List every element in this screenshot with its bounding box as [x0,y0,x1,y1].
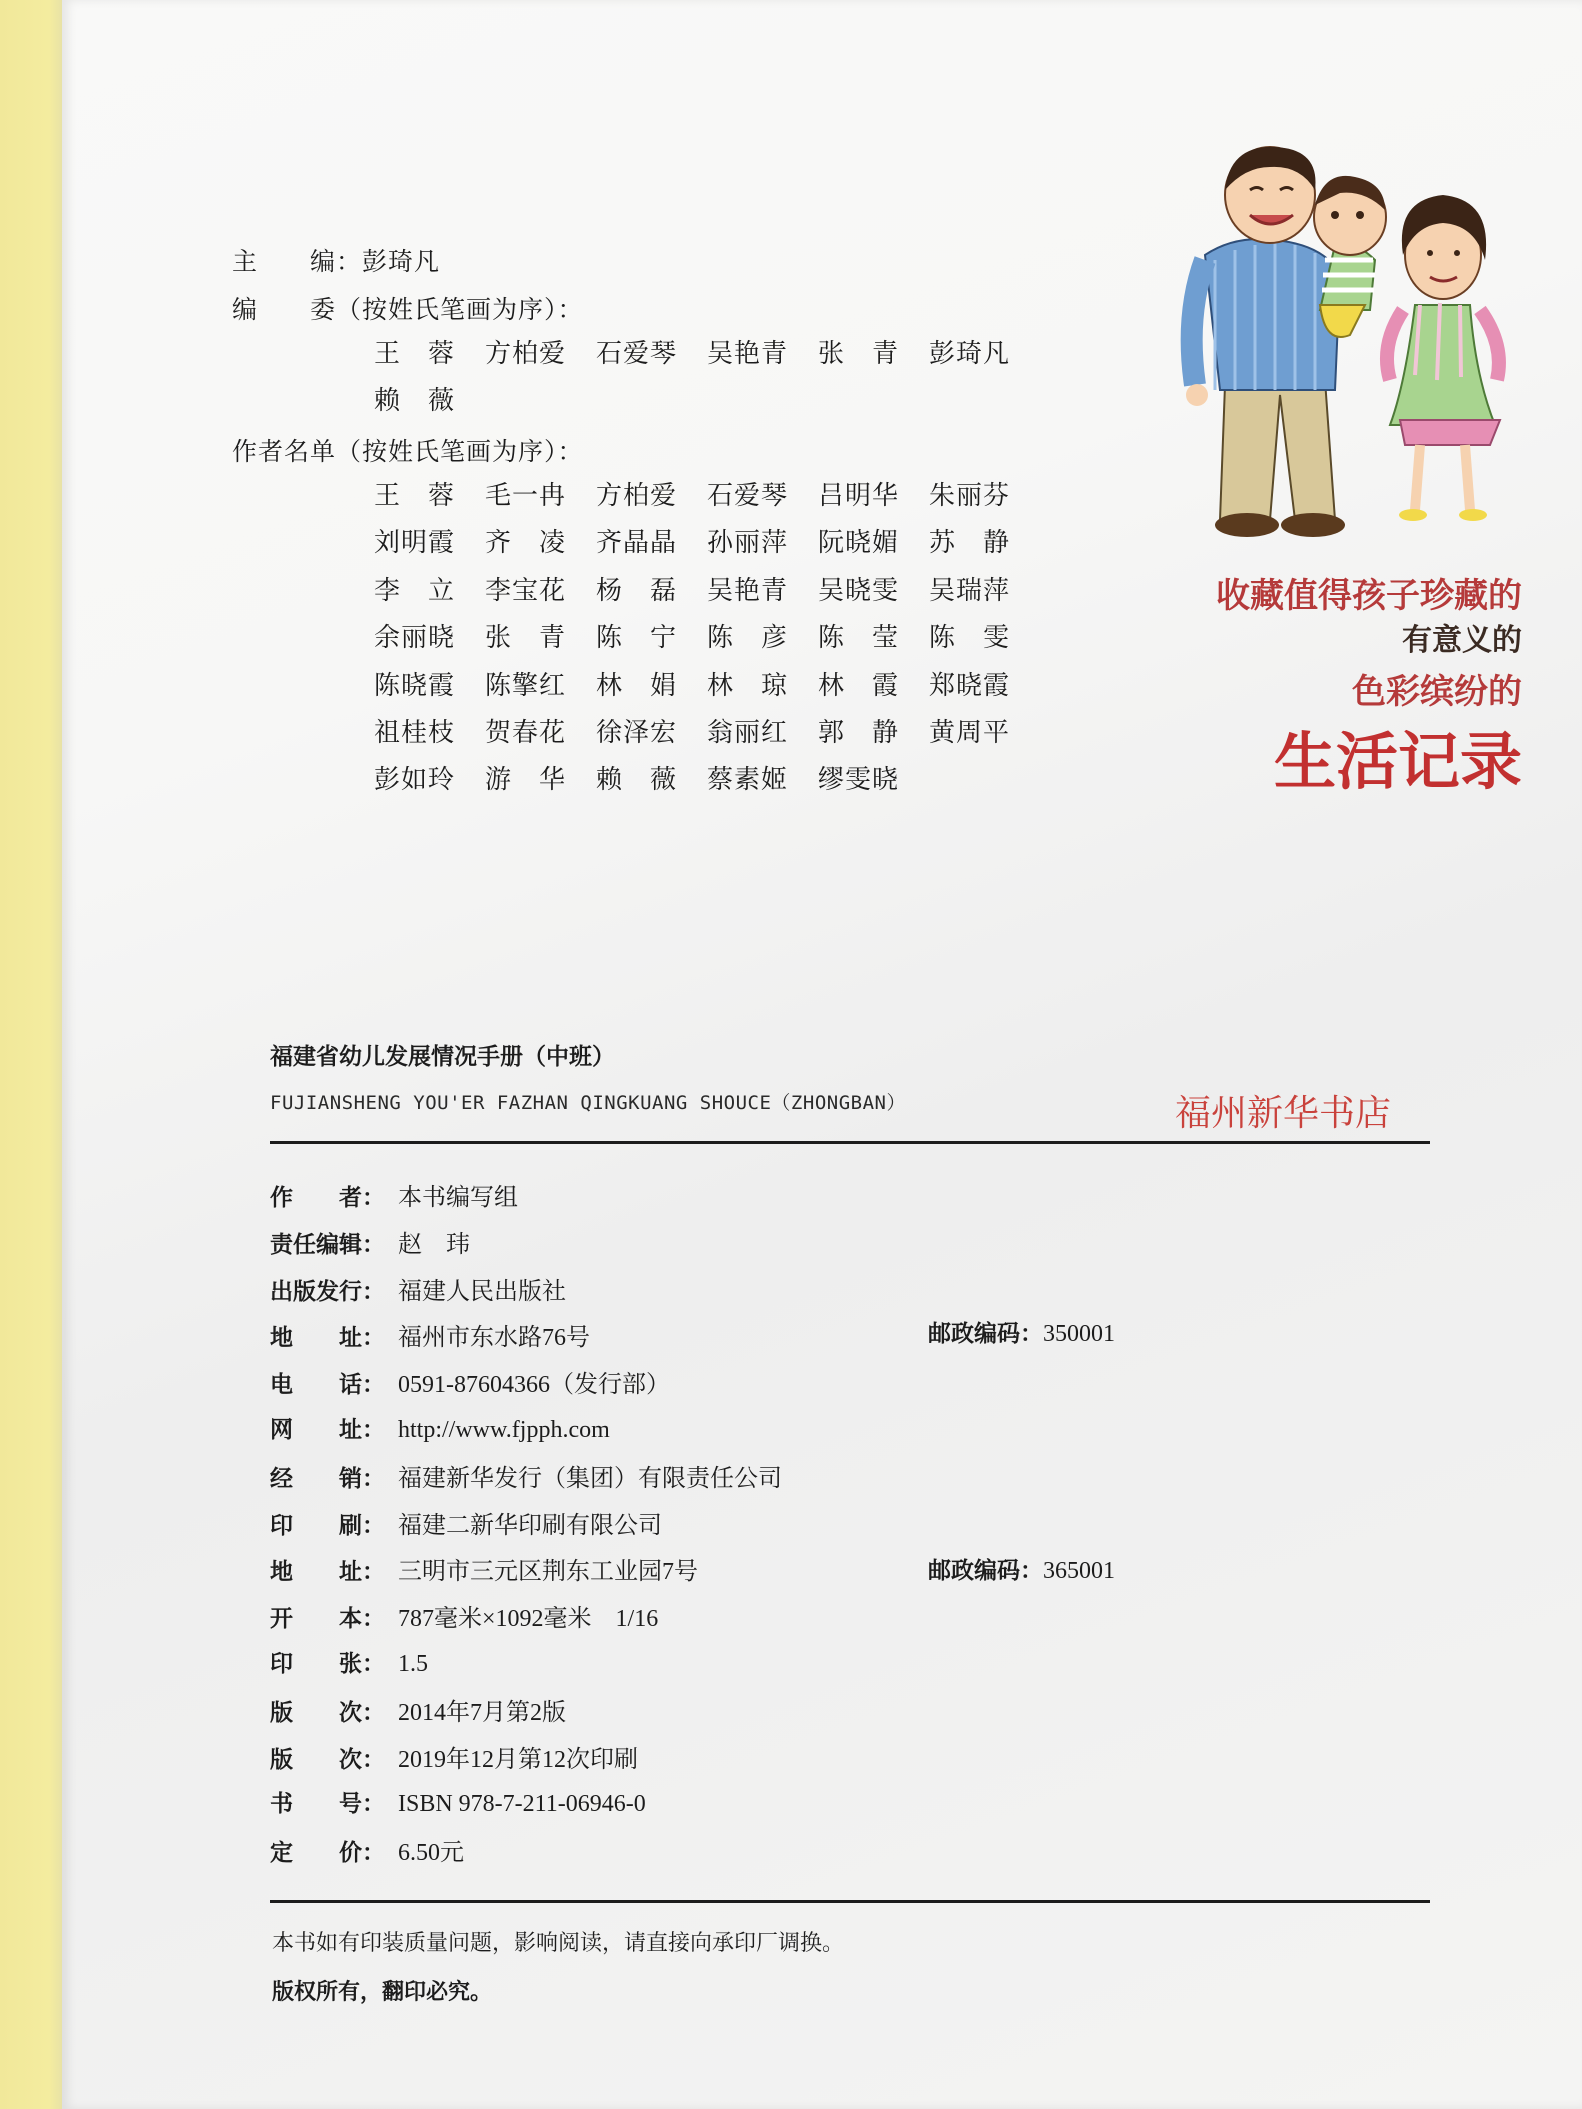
postcode-label: 邮政编码： [928,1558,1043,1584]
bottom-rule [270,1900,1430,1903]
committee-names [374,333,1040,428]
author-name: 杨 磊 [596,575,678,606]
info-row [270,1505,662,1539]
info-value: 福建新华发行（集团）有限责任公司 [398,1465,782,1492]
slogan-line-2: 有意义的 [1402,623,1522,658]
author-name: 缪雯晓 [818,765,900,796]
family-illustration [1175,145,1535,540]
author-name: 齐 凌 [485,528,567,559]
author-name: 赖 薇 [596,765,678,796]
authors-row [374,665,1040,712]
author-name: 林 琼 [707,670,789,701]
author-name: 方柏爱 [596,481,678,511]
info-label: 印 刷： [270,1512,385,1539]
postcode-line-1 [928,1315,1115,1348]
info-label: 书 号： [270,1791,385,1818]
info-row [270,1692,566,1726]
committee-name: 赖 薇 [374,386,456,417]
author-name: 黄周平 [929,717,1011,748]
chief-editor-label: 主 编： [232,247,363,276]
chief-editor-name: 彭琦凡 [362,247,441,276]
info-value: ISBN 978-7-211-06946-0 [398,1791,646,1818]
author-name: 李 立 [374,575,456,606]
info-value: 赵 玮 [398,1231,470,1258]
author-name: 游 华 [485,765,567,796]
author-name: 毛一冉 [485,481,567,511]
author-name: 陈 莹 [818,623,900,654]
slogan-line-4: 生活记录 [1273,725,1522,798]
author-name: 陈 彦 [707,623,789,654]
info-label: 开 本： [270,1606,385,1633]
slogan-line-3: 色彩缤纷的 [1352,672,1522,712]
author-name: 贺春花 [485,717,567,748]
bookstore-stamp: 福州新华书店 [1175,1092,1392,1133]
author-name: 吴瑞萍 [929,575,1011,606]
info-label: 版 次： [270,1699,385,1726]
footer-copyright: 版权所有，翻印必究。 [272,1980,493,2005]
book-title-pinyin: FUJIANSHENG YOU'ER FAZHAN QINGKUANG SHOUCE（ZHONGBAN） [270,1092,906,1114]
author-name: 陈擎红 [485,670,567,701]
info-row [270,1224,470,1258]
author-name: 孙丽萍 [707,528,789,559]
author-name: 郑晓霞 [929,670,1011,701]
author-name: 王 蓉 [374,481,456,511]
authors-row [374,759,1040,806]
info-value: 福建人民出版社 [398,1278,566,1305]
footer-notice: 本书如有印装质量问题，影响阅读，请直接向承印厂调换。 [272,1931,845,1956]
info-row [270,1364,670,1398]
info-label: 经 销： [270,1465,385,1492]
author-name: 张 青 [485,623,567,654]
info-row [270,1785,646,1819]
author-name: 齐晶晶 [596,528,678,559]
info-value: 2019年12月第12次印刷 [398,1746,638,1773]
author-name: 李宝花 [485,575,567,606]
committee-name: 方柏爱 [485,339,567,369]
authors-list [374,475,1040,807]
chief-editor-line [232,242,440,278]
postcode-line-2 [928,1552,1115,1585]
book-title: 福建省幼儿发展情况手册（中班） [270,1044,615,1070]
author-name: 刘明霞 [374,528,456,559]
author-name: 郭 静 [818,717,900,748]
info-row [270,1458,782,1492]
author-name: 徐泽宏 [596,717,678,748]
info-value: 1.5 [398,1651,428,1677]
info-row [270,1271,566,1305]
info-label: 出版发行： [270,1278,385,1305]
info-label: 地 址： [270,1325,385,1352]
authors-row [374,712,1040,759]
info-label: 电 话： [270,1372,385,1399]
committee-name: 王 蓉 [374,339,456,369]
info-row [270,1317,590,1351]
postcode-label: 邮政编码： [928,1321,1043,1347]
author-name: 吕明华 [818,481,900,511]
author-name: 朱丽芬 [929,481,1011,511]
author-name: 陈晓霞 [374,670,456,701]
top-rule [270,1141,1430,1144]
author-name: 林 霞 [818,670,900,701]
authors-row [374,522,1040,569]
committee-name: 彭琦凡 [929,339,1011,369]
info-value: http://www.fjpph.com [398,1417,610,1443]
info-row [270,1411,610,1445]
info-value: 6.50元 [398,1840,464,1867]
info-value: 福州市东水路76号 [398,1325,590,1352]
info-label: 定 价： [270,1840,385,1867]
info-value: 本书编写组 [398,1185,518,1211]
info-value: 0591-87604366（发行部） [398,1372,670,1399]
info-label: 网 址： [270,1417,385,1443]
author-name: 吴艳青 [707,575,789,606]
info-label: 印 张： [270,1651,385,1677]
info-label: 作 者： [270,1185,385,1211]
info-label: 责任编辑： [270,1231,385,1258]
author-name: 翁丽红 [707,717,789,748]
info-row [270,1645,428,1679]
author-name: 祖桂枝 [374,717,456,748]
authors-row [374,475,1040,522]
info-value: 2014年7月第2版 [398,1699,566,1726]
committee-name: 张 青 [818,339,900,369]
slogan-line-1: 收藏值得孩子珍藏的 [1216,576,1522,616]
author-name: 陈 宁 [596,623,678,654]
committee-name: 石爱琴 [596,339,678,369]
info-value: 三明市三元区荆东工业园7号 [398,1559,698,1586]
postcode-value: 350001 [1043,1321,1115,1347]
info-row [270,1551,698,1585]
authors-row [374,570,1040,617]
info-row [270,1177,518,1211]
yellow-page-edge [0,0,62,2109]
info-row [270,1739,638,1773]
author-name: 彭如玲 [374,765,456,796]
info-label: 版 次： [270,1746,385,1773]
author-name: 林 娟 [596,670,678,701]
author-name: 石爱琴 [707,481,789,511]
postcode-value: 365001 [1043,1558,1115,1584]
author-name: 阮晓媚 [818,528,900,559]
committee-row [374,380,1040,427]
info-value: 787毫米×1092毫米 1/16 [398,1606,659,1633]
author-name: 蔡素姬 [707,765,789,796]
authors-label: 作者名单（按姓氏笔画为序）： [232,437,584,466]
author-name: 吴晓雯 [818,575,900,606]
info-row [270,1598,658,1632]
committee-label: 编 委（按姓氏笔画为序）： [232,295,584,324]
author-name: 余丽晓 [374,623,456,654]
authors-row [374,617,1040,664]
info-row [270,1832,464,1866]
info-value: 福建二新华印刷有限公司 [398,1512,662,1539]
author-name: 苏 静 [929,528,1011,559]
committee-name: 吴艳青 [707,339,789,369]
committee-row [374,333,1040,380]
author-name: 陈 雯 [929,623,1011,654]
info-label: 地 址： [270,1559,385,1586]
